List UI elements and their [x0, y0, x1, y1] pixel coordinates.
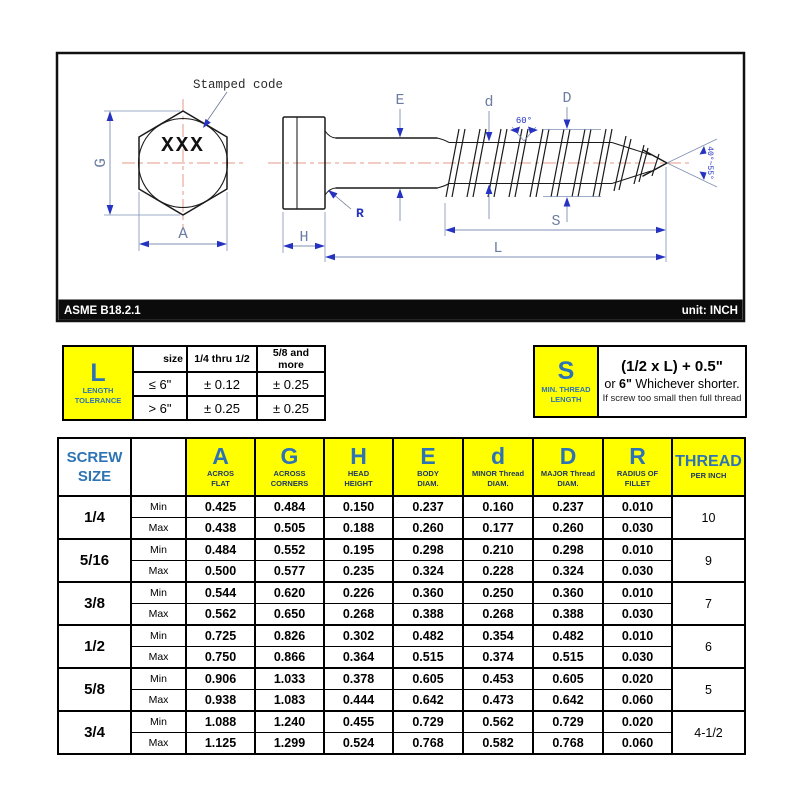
value-cell: 0.360: [393, 582, 463, 604]
column-header-E: [393, 438, 463, 496]
value-cell: 0.268: [463, 604, 533, 626]
value-cell: 0.010: [603, 496, 672, 518]
min-label: Min: [131, 711, 186, 733]
table-row-5/16-max: [58, 561, 745, 583]
value-cell: 0.364: [324, 647, 393, 669]
table-row-5/16-min: [58, 539, 745, 561]
value-cell: 0.642: [533, 690, 603, 712]
l-symbol-cell: [63, 346, 133, 420]
dim-label-D: D: [562, 90, 572, 107]
value-cell: 0.237: [393, 496, 463, 518]
value-cell: 0.188: [324, 518, 393, 540]
table-row-5/8-min: [58, 668, 745, 690]
column-caption: BODY: [417, 468, 439, 478]
l-tol-over6-small: ± 0.25: [187, 396, 257, 420]
s-note: or 6" Whichever shorter.: [604, 376, 740, 391]
value-cell: 0.562: [186, 604, 255, 626]
column-caption: FILLET: [624, 479, 651, 489]
stamp-marking: XXX: [161, 135, 205, 158]
value-cell: 0.030: [603, 518, 672, 540]
s-symbol-cell: [534, 346, 598, 417]
value-cell: 0.210: [463, 539, 533, 561]
l-header-range2: 5/8 and more: [257, 346, 325, 372]
value-cell: 0.906: [186, 668, 255, 690]
standard-bar: [59, 300, 743, 320]
value-cell: 0.160: [463, 496, 533, 518]
unit-label: unit: INCH: [681, 305, 738, 317]
table-row-1/4-min: [58, 496, 745, 518]
threads-per-inch: 4-1/2: [672, 711, 745, 754]
value-cell: 1.083: [255, 690, 324, 712]
screw-size: 3/4: [58, 711, 131, 754]
value-cell: 0.030: [603, 561, 672, 583]
value-cell: 1.125: [186, 733, 255, 755]
table-row-3/8-max: [58, 604, 745, 626]
thread-col-caption: PER INCH: [690, 470, 727, 480]
l-caption-line1: LENGTH: [82, 386, 114, 395]
value-cell: 0.826: [255, 625, 324, 647]
table-row-3/4-max: [58, 733, 745, 755]
s-caption-line2: LENGTH: [550, 394, 582, 404]
main-header-row: [58, 438, 745, 496]
column-caption: FLAT: [211, 479, 230, 489]
value-cell: 0.453: [463, 668, 533, 690]
value-cell: 0.750: [186, 647, 255, 669]
max-label: Max: [131, 561, 186, 583]
column-header-d: [463, 438, 533, 496]
max-label: Max: [131, 518, 186, 540]
value-cell: 0.438: [186, 518, 255, 540]
blank-header-cell: [131, 438, 186, 496]
value-cell: 1.033: [255, 668, 324, 690]
value-cell: 0.500: [186, 561, 255, 583]
length-tolerance-table: [62, 345, 326, 421]
column-caption: HEIGHT: [344, 479, 373, 489]
column-caption: ACROSS: [273, 468, 306, 478]
table-row-1/2-max: [58, 647, 745, 669]
min-label: Min: [131, 668, 186, 690]
value-cell: 0.552: [255, 539, 324, 561]
value-cell: 0.195: [324, 539, 393, 561]
value-cell: 0.482: [393, 625, 463, 647]
stamped-code-label: Stamped code: [193, 78, 284, 92]
value-cell: 0.060: [603, 733, 672, 755]
column-symbol: G: [280, 443, 299, 470]
dim-label-L: L: [493, 240, 503, 257]
max-label: Max: [131, 690, 186, 712]
value-cell: 0.030: [603, 647, 672, 669]
value-cell: 1.240: [255, 711, 324, 733]
value-cell: 0.237: [533, 496, 603, 518]
column-header-R: [603, 438, 672, 496]
value-cell: 0.768: [393, 733, 463, 755]
l-tol-under6-small: ± 0.12: [187, 372, 257, 396]
table-row-1/4-max: [58, 518, 745, 540]
value-cell: 0.378: [324, 668, 393, 690]
thread-col-title: THREAD: [675, 452, 742, 470]
column-caption: DIAM.: [487, 479, 509, 489]
value-cell: 0.484: [255, 496, 324, 518]
column-caption: MINOR Thread: [471, 468, 525, 478]
value-cell: 0.620: [255, 582, 324, 604]
value-cell: 0.562: [463, 711, 533, 733]
value-cell: 0.324: [533, 561, 603, 583]
value-cell: 0.482: [533, 625, 603, 647]
value-cell: 0.260: [533, 518, 603, 540]
value-cell: 0.235: [324, 561, 393, 583]
dim-label-G: G: [92, 158, 110, 168]
screw-size: 5/16: [58, 539, 131, 582]
value-cell: 0.260: [393, 518, 463, 540]
screw-size: 1/4: [58, 496, 131, 539]
column-caption: HEAD: [347, 468, 370, 478]
value-cell: 0.298: [393, 539, 463, 561]
dim-label-d: d: [484, 94, 494, 111]
column-symbol: D: [559, 443, 577, 470]
l-size-under6: ≤ 6": [133, 372, 187, 396]
value-cell: 0.577: [255, 561, 324, 583]
l-size-over6: > 6": [133, 396, 187, 420]
min-thread-length-table: [533, 345, 747, 418]
value-cell: 0.268: [324, 604, 393, 626]
min-label: Min: [131, 539, 186, 561]
table-row-3/4-min: [58, 711, 745, 733]
column-header-A: [186, 438, 255, 496]
threads-per-inch: 9: [672, 539, 745, 582]
max-label: Max: [131, 647, 186, 669]
standard-label: ASME B18.2.1: [64, 305, 141, 317]
column-header-D: [533, 438, 603, 496]
column-caption: MAJOR Thread: [540, 468, 596, 478]
max-label: Max: [131, 604, 186, 626]
column-symbol: d: [490, 443, 506, 470]
table-row-1/2-min: [58, 625, 745, 647]
l-header-size: size: [133, 346, 187, 372]
value-cell: 0.010: [603, 539, 672, 561]
dim-label-H: H: [299, 229, 309, 246]
value-cell: 1.299: [255, 733, 324, 755]
spec-drawing: [0, 0, 800, 335]
value-cell: 0.444: [324, 690, 393, 712]
screw-size: 5/8: [58, 668, 131, 711]
value-cell: 0.725: [186, 625, 255, 647]
value-cell: 0.388: [393, 604, 463, 626]
value-cell: 0.455: [324, 711, 393, 733]
corner-header-screw-size: SCREW SIZE: [58, 438, 131, 496]
s-rule-cell: [598, 346, 746, 417]
value-cell: 0.729: [393, 711, 463, 733]
max-label: Max: [131, 733, 186, 755]
value-cell: 0.544: [186, 582, 255, 604]
s-caption-line1: MIN. THREAD: [541, 384, 591, 394]
value-cell: 0.605: [533, 668, 603, 690]
value-cell: 0.177: [463, 518, 533, 540]
value-cell: 1.088: [186, 711, 255, 733]
l-tol-over6-large: ± 0.25: [257, 396, 325, 420]
column-caption: DIAM.: [417, 479, 439, 489]
value-cell: 0.938: [186, 690, 255, 712]
column-caption: ACROS: [206, 468, 235, 478]
dim-label-R: R: [356, 206, 364, 221]
value-cell: 0.354: [463, 625, 533, 647]
value-cell: 0.524: [324, 733, 393, 755]
point-angle-label: 40°~55°: [705, 146, 714, 180]
value-cell: 0.324: [393, 561, 463, 583]
l-caption-line2: TOLERANCE: [74, 396, 122, 406]
threads-per-inch: 6: [672, 625, 745, 668]
min-label: Min: [131, 582, 186, 604]
table-row-3/8-min: [58, 582, 745, 604]
l-symbol: L: [90, 358, 106, 387]
column-caption: RADIUS OF: [616, 468, 659, 478]
threads-per-inch: 7: [672, 582, 745, 625]
dim-label-E: E: [395, 92, 405, 109]
value-cell: 0.729: [533, 711, 603, 733]
s-formula: (1/2 x L) + 0.5": [621, 357, 723, 375]
threads-per-inch: 5: [672, 668, 745, 711]
column-caption: DIAM.: [557, 479, 579, 489]
l-tol-under6-large: ± 0.25: [257, 372, 325, 396]
value-cell: 0.484: [186, 539, 255, 561]
value-cell: 0.374: [463, 647, 533, 669]
value-cell: 0.010: [603, 625, 672, 647]
value-cell: 0.360: [533, 582, 603, 604]
column-symbol: R: [629, 443, 646, 470]
value-cell: 0.150: [324, 496, 393, 518]
value-cell: 0.060: [603, 690, 672, 712]
value-cell: 0.866: [255, 647, 324, 669]
value-cell: 0.302: [324, 625, 393, 647]
value-cell: 0.582: [463, 733, 533, 755]
value-cell: 0.642: [393, 690, 463, 712]
screw-size: 1/2: [58, 625, 131, 668]
value-cell: 0.605: [393, 668, 463, 690]
value-cell: 0.650: [255, 604, 324, 626]
dim-label-S: S: [551, 213, 561, 230]
column-symbol: A: [212, 443, 229, 470]
column-header-thread-per-inch: [672, 438, 745, 496]
screw-size: 3/8: [58, 582, 131, 625]
column-header-H: [324, 438, 393, 496]
column-symbol: E: [420, 443, 436, 470]
s-note-small: If screw too small then full thread: [602, 393, 742, 405]
value-cell: 0.298: [533, 539, 603, 561]
value-cell: 0.425: [186, 496, 255, 518]
value-cell: 0.030: [603, 604, 672, 626]
value-cell: 0.020: [603, 668, 672, 690]
dim-label-A: A: [178, 225, 188, 243]
value-cell: 0.228: [463, 561, 533, 583]
value-cell: 0.515: [533, 647, 603, 669]
min-label: Min: [131, 625, 186, 647]
column-symbol: H: [350, 443, 367, 470]
table-row-5/8-max: [58, 690, 745, 712]
l-header-range1: 1/4 thru 1/2: [187, 346, 257, 372]
thread-angle-label: 60°: [515, 116, 533, 126]
column-caption: CORNERS: [270, 479, 309, 489]
value-cell: 0.505: [255, 518, 324, 540]
value-cell: 0.768: [533, 733, 603, 755]
s-symbol: S: [557, 357, 575, 386]
value-cell: 0.020: [603, 711, 672, 733]
value-cell: 0.473: [463, 690, 533, 712]
value-cell: 0.010: [603, 582, 672, 604]
value-cell: 0.388: [533, 604, 603, 626]
value-cell: 0.250: [463, 582, 533, 604]
column-header-G: [255, 438, 324, 496]
screw-dimensions-table: [57, 437, 746, 755]
min-label: Min: [131, 496, 186, 518]
value-cell: 0.226: [324, 582, 393, 604]
threads-per-inch: 10: [672, 496, 745, 539]
value-cell: 0.515: [393, 647, 463, 669]
